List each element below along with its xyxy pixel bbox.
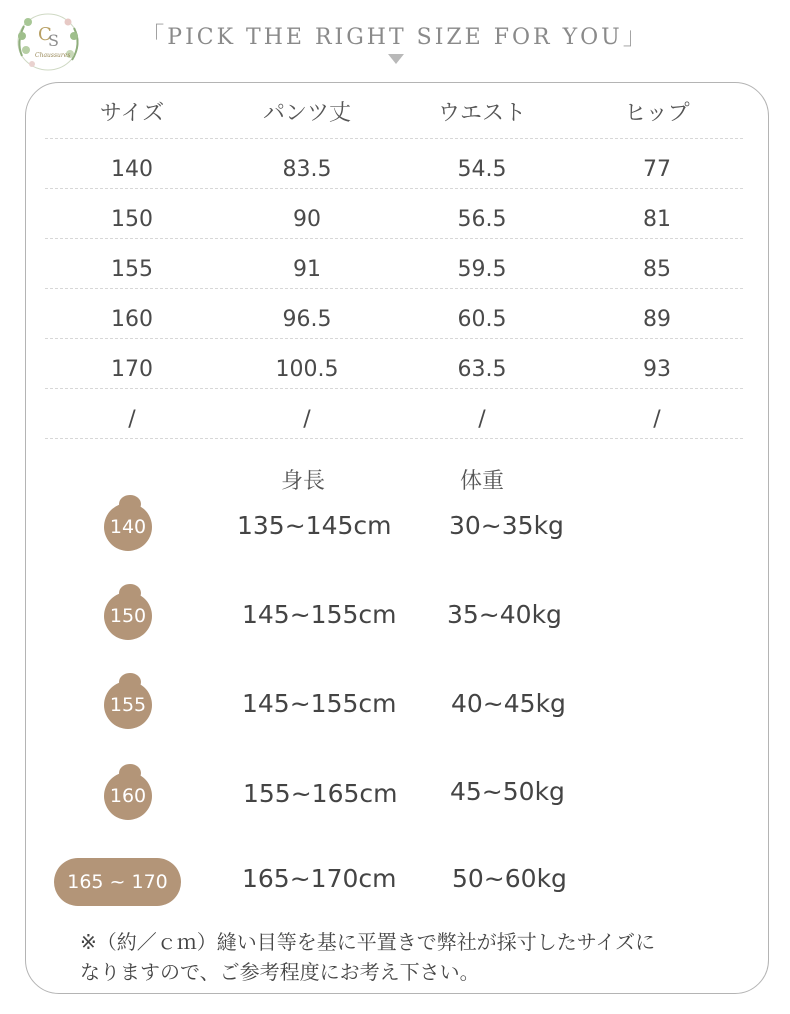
height-label: 身長	[281, 469, 326, 494]
weight-range: 45~50kg	[450, 777, 565, 806]
row-divider	[45, 338, 743, 339]
table-cell: 89	[643, 307, 671, 332]
table-cell: 59.5	[457, 257, 507, 282]
size-badge	[104, 503, 152, 551]
size-badge	[54, 858, 181, 906]
height-range: 145~155cm	[242, 689, 397, 718]
svg-text:S: S	[48, 31, 59, 50]
height-range: 165~170cm	[242, 864, 397, 893]
table-cell: /	[128, 407, 136, 432]
size-badge	[104, 592, 152, 640]
height-range: 155~165cm	[243, 779, 398, 808]
table-cell: 81	[643, 207, 671, 232]
page-title-text: PICK THE RIGHT SIZE FOR YOU	[167, 25, 623, 50]
table-cell: 60.5	[457, 307, 507, 332]
table-cell: 93	[643, 357, 671, 382]
size-badge	[104, 772, 152, 820]
row-divider	[45, 138, 743, 139]
size-table-header	[45, 89, 743, 139]
size-badge-label: 160	[109, 785, 147, 807]
table-cell: /	[478, 407, 486, 432]
table-cell: 100.5	[275, 357, 339, 382]
height-range: 145~155cm	[242, 600, 397, 629]
column-header-size: サイズ	[99, 101, 165, 126]
page-title	[0, 16, 790, 51]
note-line: ※（約／ｃｍ）縫い目等を基に平置きで弊社が採寸したサイズに	[80, 930, 656, 954]
table-cell: 85	[643, 257, 671, 282]
weight-range: 35~40kg	[447, 600, 562, 629]
height-range: 135~145cm	[237, 511, 392, 540]
bracket-open: 「	[140, 22, 168, 50]
table-cell: 63.5	[457, 357, 507, 382]
weight-range: 40~45kg	[451, 689, 566, 718]
table-cell: 83.5	[282, 157, 332, 182]
table-cell: 150	[111, 207, 153, 232]
weight-range: 30~35kg	[449, 511, 564, 540]
size-badge-label: 140	[109, 516, 147, 538]
down-triangle-icon	[388, 54, 404, 64]
size-badge-label: 150	[109, 605, 147, 627]
size-badge-label: 165 ~ 170	[67, 871, 168, 893]
table-cell: 54.5	[457, 157, 507, 182]
svg-text:Chaussures: Chaussures	[35, 52, 71, 59]
table-cell: 96.5	[282, 307, 332, 332]
note-line: なりますので、ご参考程度にお考え下さい。	[80, 960, 480, 984]
svg-text:C: C	[38, 24, 52, 45]
size-badge	[104, 681, 152, 729]
row-divider	[45, 438, 743, 439]
table-cell: /	[653, 407, 661, 432]
weight-label: 体重	[460, 469, 505, 494]
row-divider	[45, 188, 743, 189]
table-cell: 160	[111, 307, 153, 332]
weight-range: 50~60kg	[452, 864, 567, 893]
table-cell: 155	[111, 257, 153, 282]
table-cell: 140	[111, 157, 153, 182]
table-cell: 170	[111, 357, 153, 382]
column-header-hip: ヒップ	[624, 101, 690, 126]
table-cell: /	[303, 407, 311, 432]
row-divider	[45, 238, 743, 239]
table-cell: 56.5	[457, 207, 507, 232]
table-cell: 91	[293, 257, 321, 282]
table-cell: 90	[293, 207, 321, 232]
column-header-waist: ウエスト	[437, 101, 526, 126]
bracket-close: 」	[622, 22, 650, 50]
row-divider	[45, 288, 743, 289]
row-divider	[45, 388, 743, 389]
column-header-pants-length: パンツ丈	[262, 101, 351, 126]
measurement-note	[80, 927, 760, 987]
table-cell: 77	[643, 157, 671, 182]
size-badge-label: 155	[109, 694, 147, 716]
